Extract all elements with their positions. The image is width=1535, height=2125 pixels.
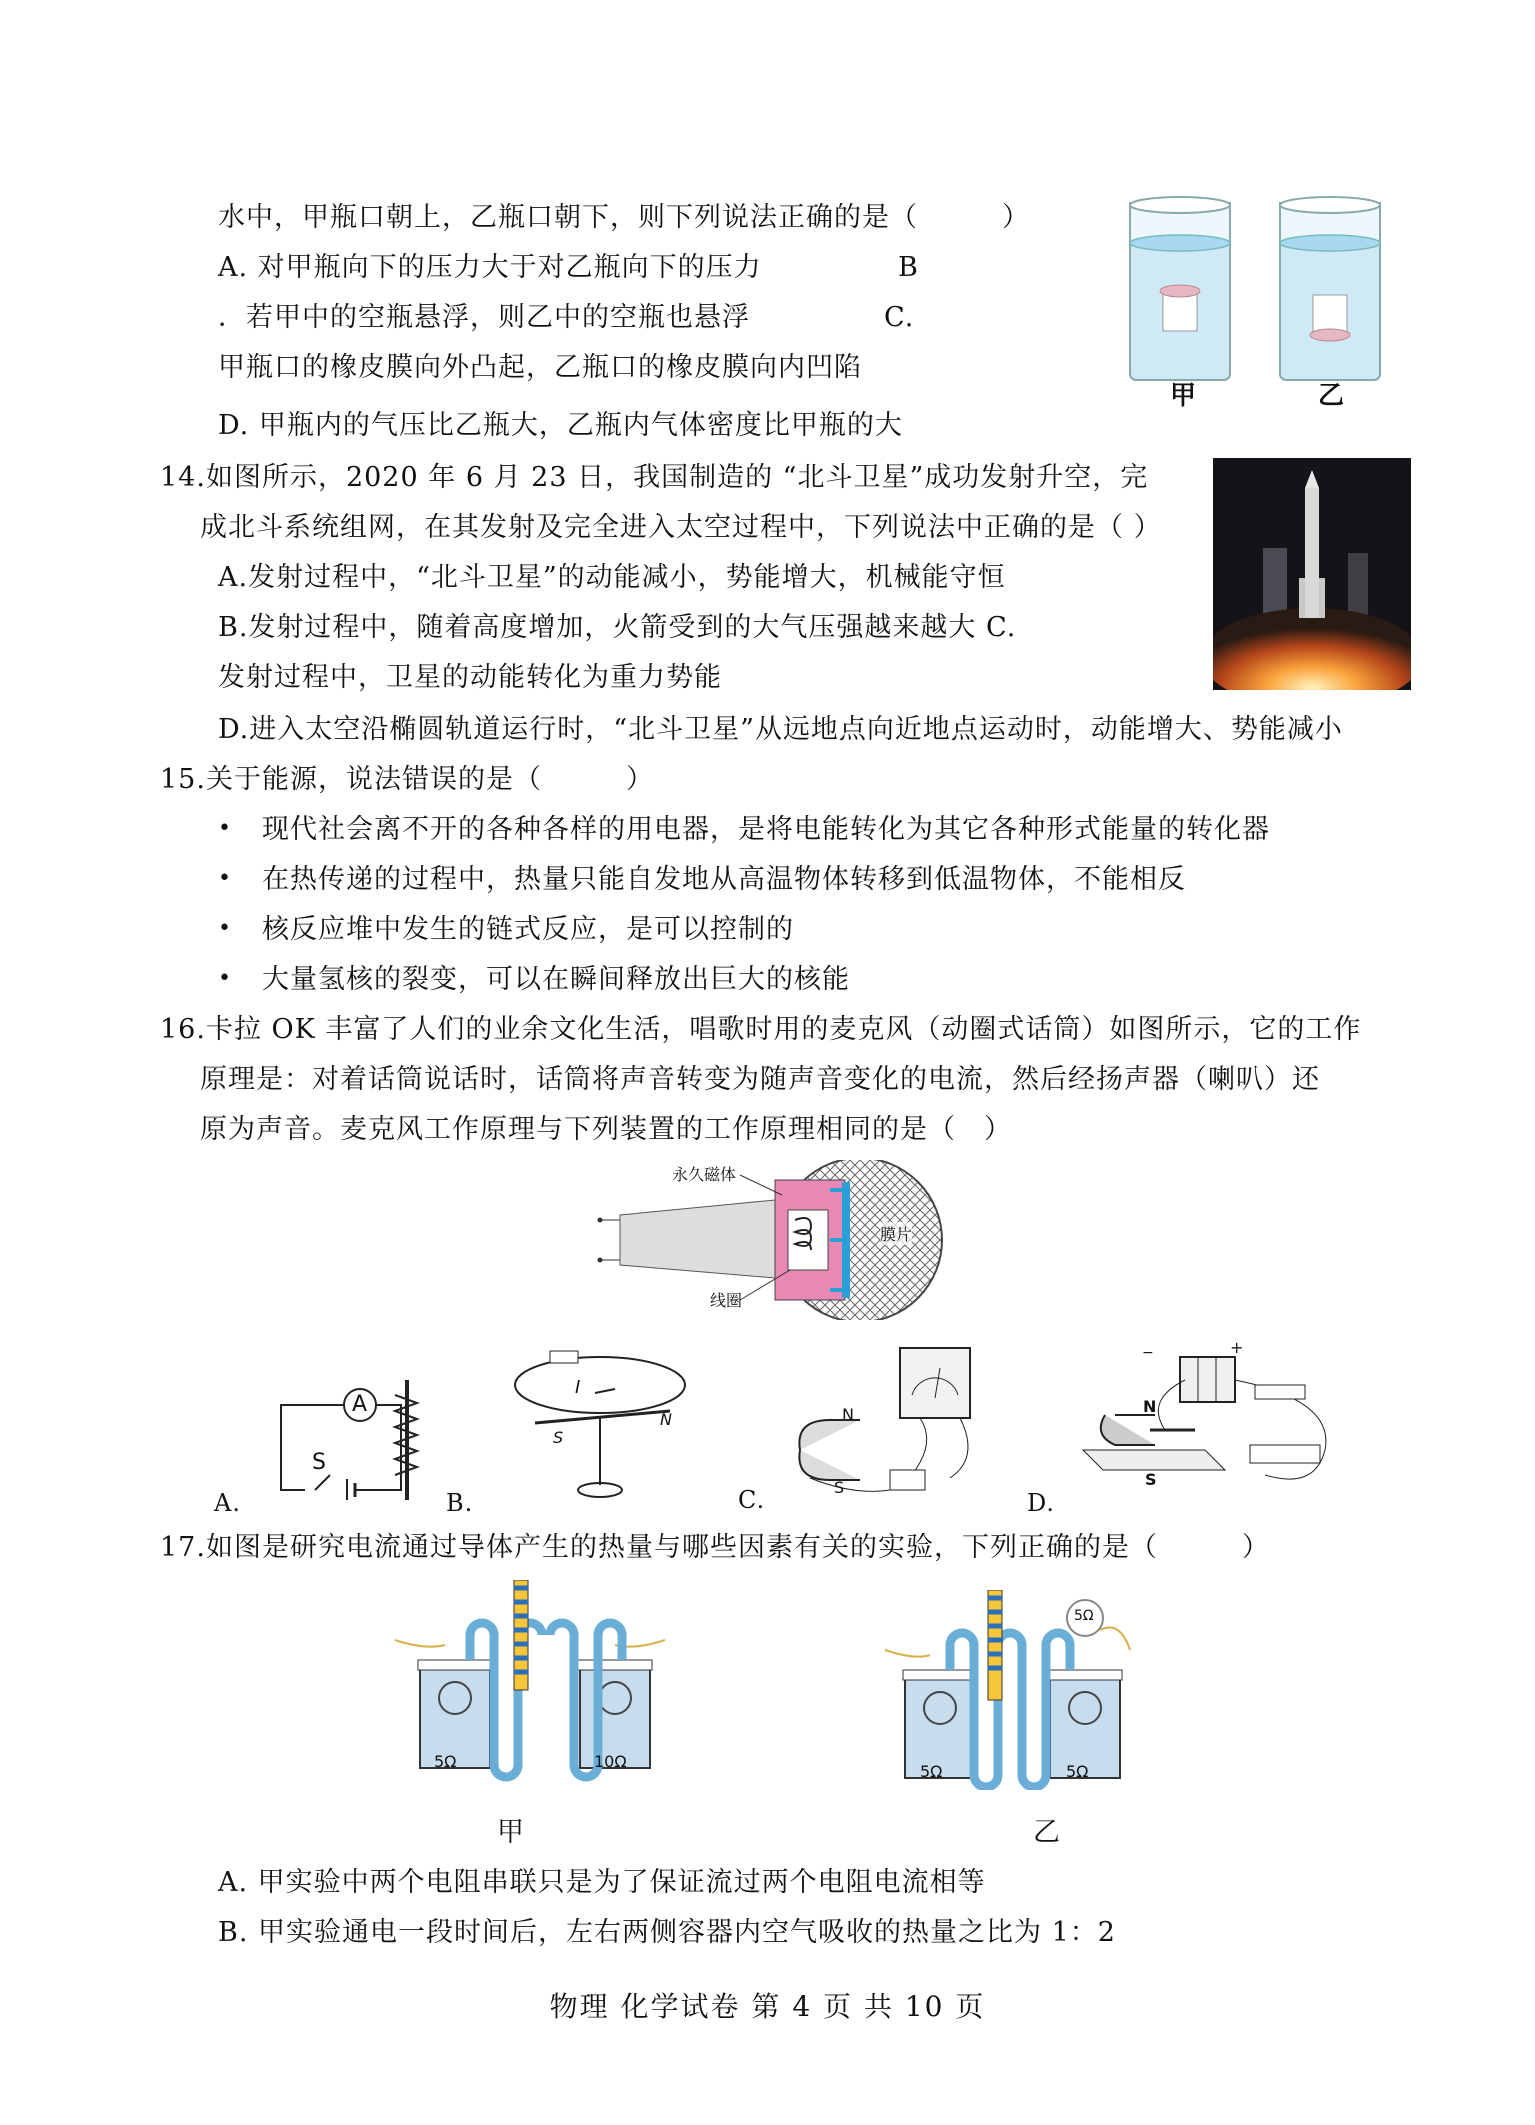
q17-yi-right-resistor: 5Ω — [1066, 1762, 1089, 1781]
q13-option-a: A. 对甲瓶向下的压力大于对乙瓶向下的压力 — [218, 252, 762, 283]
q13-option-b: ．若甲中的空瓶悬浮，则乙中的空瓶也悬浮 — [218, 302, 750, 333]
option-b-s-label: S — [553, 1428, 564, 1447]
beaker-label-jia: 甲 — [1170, 381, 1197, 411]
option-mark-a: A. — [214, 1489, 241, 1517]
beaker-label-yi: 乙 — [1318, 381, 1345, 411]
q14-option-a: A.发射过程中，“北斗卫星”的动能减小，势能增大，机械能守恒 — [218, 562, 1006, 593]
q14-stem-line1: 14.如图所示，2020 年 6 月 23 日，我国制造的 “北斗卫星”成功发射升空，完 — [160, 462, 1149, 493]
q17-option-b: B. 甲实验通电一段时间后，左右两侧容器内空气吸收的热量之比为 1：2 — [218, 1917, 1116, 1948]
option-c-s-label: S — [834, 1478, 845, 1497]
q17-fig-yi — [880, 1590, 1140, 1790]
option-b-current-label: I — [575, 1377, 581, 1398]
q17-yi-label: 乙 — [1033, 1817, 1061, 1848]
q15-option-4: 大量氢核的裂变，可以在瞬间释放出巨大的核能 — [262, 964, 850, 995]
q13-c-mark: C. — [884, 302, 915, 333]
mic-label-coil: 线圈 — [710, 1291, 743, 1310]
q13-b-mark: B — [898, 252, 919, 283]
beaker-jia — [1130, 197, 1230, 380]
option-d-motor-figure — [1075, 1345, 1345, 1505]
q16-stem-line3: 原为声音。麦克风工作原理与下列装置的工作原理相同的是（ ） — [200, 1114, 1012, 1145]
q17-jia-left-resistor: 5Ω — [434, 1752, 457, 1771]
option-c-induction-figure — [790, 1340, 990, 1505]
q16-stem-line2: 原理是：对着话筒说话时，话筒将声音转变为随声音变化的电流，然后经扬声器（喇叭）还 — [200, 1064, 1320, 1095]
option-d-minus-label: − — [1142, 1345, 1154, 1361]
option-mark-d: D. — [1027, 1489, 1056, 1517]
q15-stem: 15.关于能源，说法错误的是（ ） — [160, 764, 654, 795]
q15-bullet-4: • — [218, 966, 231, 991]
q17-yi-left-resistor: 5Ω — [920, 1762, 943, 1781]
q15-bullet-3: • — [218, 916, 231, 941]
q15-option-3: 核反应堆中发生的链式反应，是可以控制的 — [262, 914, 794, 945]
page-footer: 物理 化学试卷 第 4 页 共 10 页 — [549, 1990, 986, 2023]
q15-bullet-2: • — [218, 866, 231, 891]
mic-label-magnet: 永久磁体 — [672, 1165, 737, 1184]
rocket-launch-photo — [1213, 458, 1411, 690]
option-c-n-label: N — [842, 1405, 854, 1424]
q17-stem: 17.如图是研究电流通过导体产生的热量与哪些因素有关的实验，下列正确的是（ ） — [160, 1532, 1270, 1563]
q17-fig-jia — [390, 1580, 670, 1790]
mic-label-diaphragm: 膜片 — [880, 1222, 912, 1245]
q14-option-d: D.进入太空沿椭圆轨道运行时，“北斗卫星”从远地点向近地点运动时，动能增大、势能减小 — [218, 714, 1343, 745]
q15-option-2: 在热传递的过程中，热量只能自发地从高温物体转移到低温物体，不能相反 — [262, 864, 1186, 895]
option-d-s-label: S — [1145, 1470, 1157, 1489]
option-d-plus-label: + — [1230, 1338, 1244, 1357]
option-b-n-label: N — [660, 1410, 672, 1429]
q17-yi-parallel-resistor: 5Ω — [1074, 1608, 1094, 1624]
option-mark-b: B. — [446, 1489, 474, 1517]
q14-option-b: B.发射过程中，随着高度增加，火箭受到的大气压强越来越大 C. — [218, 612, 1017, 643]
q15-bullet-1: • — [218, 816, 231, 841]
q13-beakers-figure — [1120, 195, 1430, 415]
q14-stem-line2: 成北斗系统组网，在其发射及完全进入太空过程中，下列说法中正确的是（ ） — [200, 512, 1162, 543]
q13-stem-tail: 水中，甲瓶口朝上，乙瓶口朝下，则下列说法正确的是（ ） — [218, 202, 1030, 233]
q13-option-d: D. 甲瓶内的气压比乙瓶大，乙瓶内气体密度比甲瓶的大 — [218, 410, 903, 441]
option-a-meter-label: A — [352, 1392, 368, 1417]
q16-stem-line1: 16.卡拉 OK 丰富了人们的业余文化生活，唱歌时用的麦克风（动圈式话筒）如图所示，它的工作 — [160, 1014, 1362, 1045]
q13-option-c: 甲瓶口的橡皮膜向外凸起，乙瓶口的橡皮膜向内凹陷 — [218, 352, 862, 383]
option-d-n-label: N — [1143, 1397, 1157, 1416]
option-mark-c: C. — [738, 1486, 766, 1514]
q15-option-1: 现代社会离不开的各种各样的用电器，是将电能转化为其它各种形式能量的转化器 — [262, 814, 1270, 845]
q17-jia-label: 甲 — [497, 1817, 525, 1848]
option-a-switch-label: S — [312, 1450, 326, 1475]
q17-jia-right-resistor: 10Ω — [594, 1752, 627, 1771]
beaker-yi — [1280, 197, 1380, 380]
q17-option-a: A. 甲实验中两个电阻串联只是为了保证流过两个电阻电流相等 — [218, 1867, 986, 1898]
q14-option-c: 发射过程中，卫星的动能转化为重力势能 — [218, 662, 722, 693]
